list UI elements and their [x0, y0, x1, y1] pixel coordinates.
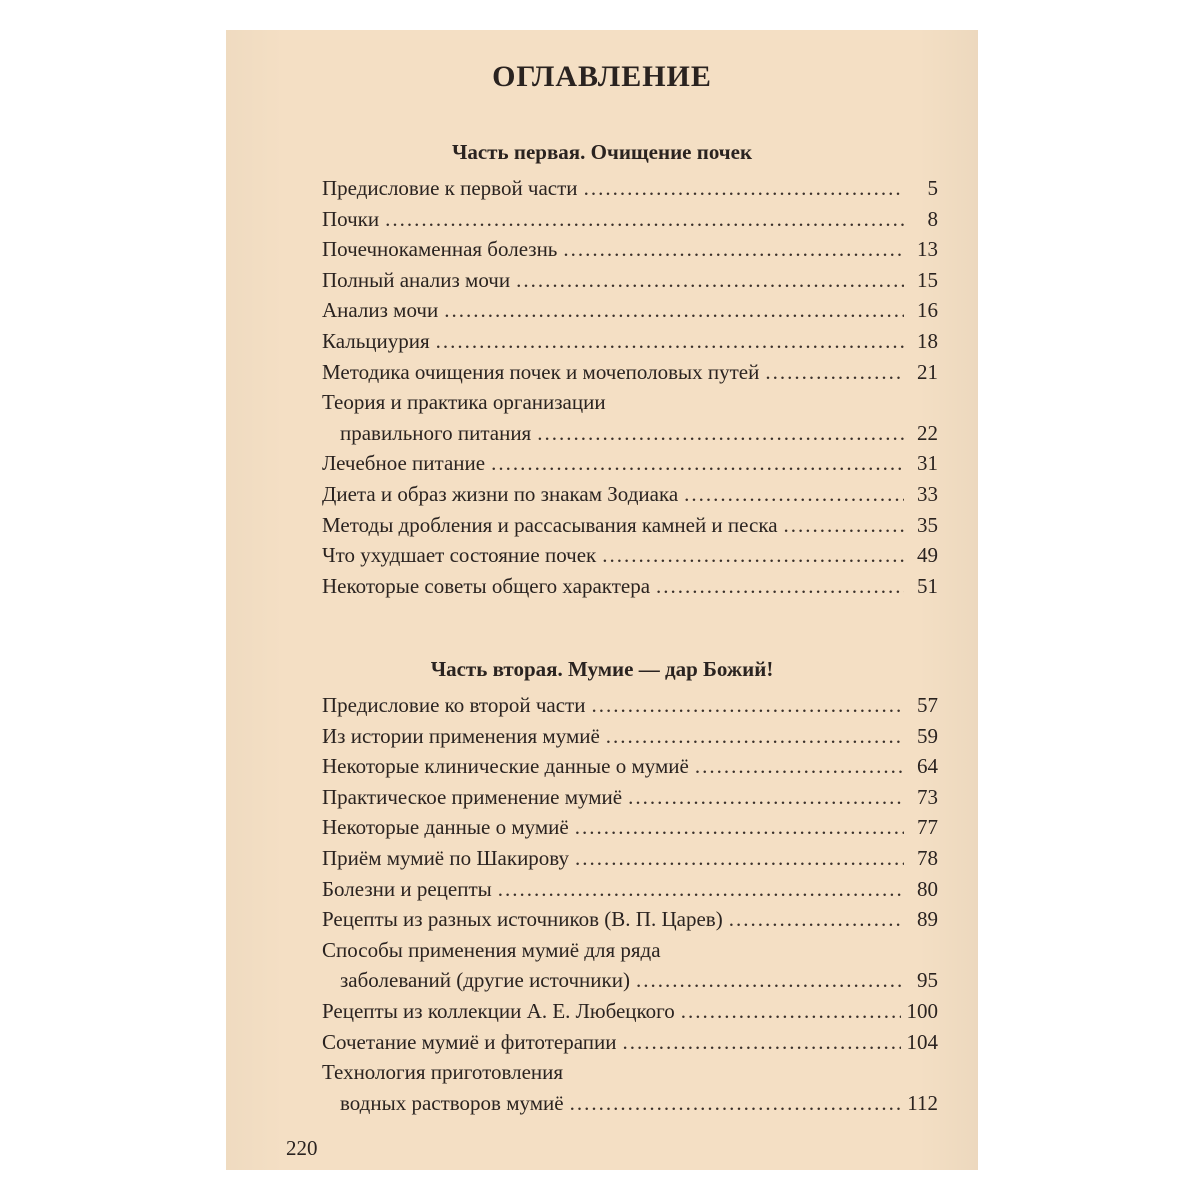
toc-entry: [322, 448, 938, 479]
toc-entry-page: 8: [927, 206, 938, 231]
toc-entry-page: 77: [917, 815, 938, 840]
dot-leader: [575, 812, 904, 843]
dot-leader: [602, 540, 904, 571]
toc-entry: [322, 479, 938, 510]
dot-leader: [444, 295, 904, 326]
toc-entry-label: Некоторые данные о мумиё: [322, 815, 569, 840]
toc-entry-page: 35: [917, 512, 938, 537]
toc-entry-label: Анализ мочи: [322, 298, 439, 323]
toc-entry: [322, 295, 938, 326]
toc-entry-label: Болезни и рецепты: [322, 876, 492, 901]
toc-entry-label: Предисловие ко второй части: [322, 693, 586, 717]
toc-entry-page: 57: [917, 693, 938, 717]
dot-leader: [436, 326, 904, 357]
toc-entry-page: 21: [917, 359, 938, 384]
dot-leader: [681, 996, 901, 1027]
toc-entry: [322, 357, 938, 388]
toc-entry-title-line: Технология приготовления: [322, 1060, 564, 1085]
dot-leader: [570, 1088, 902, 1119]
toc-entry-label: Рецепты из коллекции А. Е. Любецкого: [322, 998, 675, 1023]
toc-entry-page: 13: [917, 237, 938, 262]
toc-entry: [322, 540, 938, 571]
toc-entry: [322, 843, 938, 874]
dot-leader: [491, 448, 904, 479]
toc-entry-label: Полный анализ мочи: [322, 267, 511, 292]
toc-entry-page: 112: [907, 1090, 938, 1115]
toc-entry: [322, 510, 938, 541]
toc-entry: [322, 234, 938, 265]
toc-part-two: [322, 690, 938, 1118]
book-page: [226, 30, 978, 1170]
toc-entry: [322, 690, 938, 721]
toc-entry-label: Лечебное питание: [322, 451, 486, 476]
dot-leader: [695, 751, 904, 782]
toc-entry: [322, 812, 938, 843]
toc-entry: [322, 874, 938, 905]
toc-entry-label: Некоторые советы общего характера: [322, 573, 651, 598]
part-one-title: Часть первая. Очищение почек: [451, 140, 753, 164]
dot-leader: [591, 690, 904, 721]
toc-entry-label: Из истории применения мумиё: [322, 723, 600, 748]
toc-entry-label: Методы дробления и рассасывания камней и песка: [322, 512, 778, 537]
toc-entry-label: Кальциурия: [322, 328, 430, 353]
toc-entry-page: 51: [917, 573, 938, 598]
dot-leader: [537, 418, 904, 449]
page-number: 220: [286, 1136, 318, 1160]
dot-leader: [385, 204, 904, 235]
toc-entry-page: 16: [917, 298, 938, 323]
toc-entry-page: 100: [906, 998, 938, 1023]
toc-entry: [322, 904, 938, 935]
dot-leader: [622, 1027, 900, 1058]
toc-entry-page: 33: [917, 481, 938, 506]
toc-entry-page: 73: [917, 784, 938, 809]
toc-entry-label: Сочетание мумиё и фитотерапии: [322, 1029, 617, 1054]
toc-entry: [322, 173, 938, 204]
toc-entry-page: 95: [917, 968, 938, 993]
dot-leader: [636, 965, 904, 996]
toc-entry-page: 80: [917, 876, 938, 901]
toc-entry-page: 22: [917, 420, 938, 445]
toc-entry-label: Что ухудшает состояние почек: [322, 543, 597, 568]
toc-entry-label: правильного питания: [340, 420, 532, 445]
toc-entry: [322, 204, 938, 235]
toc-entry: [322, 751, 938, 782]
dot-leader: [516, 265, 904, 296]
toc-entry-title-line: Способы применения мумиё для ряда: [322, 937, 661, 962]
toc-entry-page: 49: [917, 543, 938, 568]
toc-entry-label: Диета и образ жизни по знакам Зодиака: [322, 481, 679, 506]
toc-entry-page: 59: [917, 723, 938, 748]
toc-entry-label: Практическое применение мумиё: [322, 784, 623, 809]
part-two-title: Часть вторая. Мумие — дар Божий!: [430, 657, 774, 681]
toc-entry: [322, 571, 938, 602]
toc-entry-page: 64: [917, 754, 938, 779]
dot-leader: [584, 173, 904, 204]
dot-leader: [563, 234, 904, 265]
toc-entry-page: 18: [917, 328, 938, 353]
toc-entry-page: 89: [917, 907, 938, 932]
dot-leader: [575, 843, 904, 874]
toc-entry-label: Почки: [322, 206, 380, 231]
toc-part-one: [322, 173, 938, 601]
toc-entry: [322, 996, 938, 1027]
toc-entry-label: Приём мумиё по Шакирову: [322, 845, 570, 870]
toc-entry-label: Методика очищения почек и мочеполовых путей: [322, 359, 760, 384]
toc-entry: [322, 418, 938, 449]
toc-entry: [322, 782, 938, 813]
dot-leader: [498, 874, 904, 905]
dot-leader: [784, 510, 904, 541]
toc-entry-label: Некоторые клинические данные о мумиё: [322, 754, 689, 779]
toc-entry-page: 31: [917, 451, 938, 476]
toc-entry-page: 15: [917, 267, 938, 292]
dot-leader: [606, 721, 904, 752]
dot-leader: [765, 357, 904, 388]
toc-entry-label: водных растворов мумиё: [340, 1090, 564, 1115]
dot-leader: [656, 571, 904, 602]
toc-entry-label: Предисловие к первой части: [322, 176, 578, 200]
dot-leader: [628, 782, 904, 813]
toc-entry-label: Почечнокаменная болезнь: [322, 237, 558, 262]
page-title: ОГЛАВЛЕНИЕ: [492, 60, 712, 93]
toc-entry: [322, 265, 938, 296]
toc-entry: [322, 721, 938, 752]
toc-entry: [322, 1088, 938, 1119]
toc-entry-title-line: Теория и практика организации: [322, 390, 606, 415]
toc-entry: [322, 1027, 938, 1058]
toc-entry: [322, 965, 938, 996]
toc-entry-page: 78: [917, 845, 938, 870]
toc-entry: [322, 326, 938, 357]
toc-entry-page: 5: [927, 176, 938, 200]
dot-leader: [729, 904, 904, 935]
toc-entry-label: заболеваний (другие источники): [340, 968, 630, 993]
dot-leader: [684, 479, 904, 510]
toc-entry-label: Рецепты из разных источников (В. П. Царев): [322, 907, 723, 932]
toc-entry-page: 104: [906, 1029, 938, 1054]
